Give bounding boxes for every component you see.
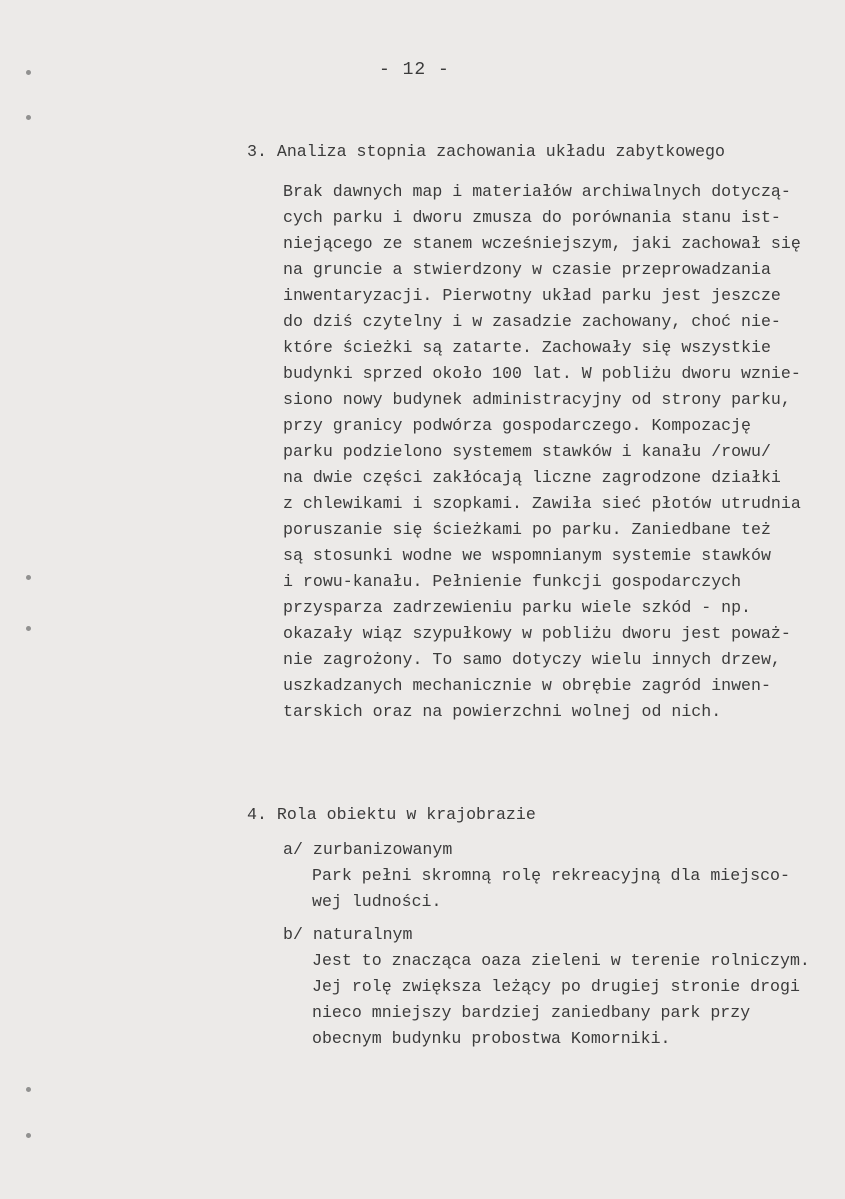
binder-hole-mark bbox=[26, 1133, 31, 1138]
body-line: na gruncie a stwierdzony w czasie przeprowadzania bbox=[283, 260, 771, 279]
subsection-a-label: a/ zurbanizowanym bbox=[283, 840, 453, 859]
body-line: poruszanie się ścieżkami po parku. Zaniedbane też bbox=[283, 520, 771, 539]
body-line: przy granicy podwórza gospodarczego. Kompozację bbox=[283, 416, 752, 435]
subsection-b-label: b/ naturalnym bbox=[283, 925, 413, 944]
body-line: z chlewikami i szopkami. Zawiła sieć płotów utrudnia bbox=[283, 494, 801, 513]
binder-hole-mark bbox=[26, 575, 31, 580]
body-line: okazały wiąz szypułkowy w pobliżu dworu jest poważ- bbox=[283, 624, 791, 643]
body-line: przysparza zadrzewieniu parku wiele szkód - np. bbox=[283, 598, 752, 617]
page-number: - 12 - bbox=[379, 60, 450, 80]
body-line: siono nowy budynek administracyjny od strony parku, bbox=[283, 390, 791, 409]
body-line: Park pełni skromną rolę rekreacyjną dla miejsco- bbox=[312, 866, 790, 885]
body-line: Brak dawnych map i materiałów archiwalnych dotyczą- bbox=[283, 182, 791, 201]
binder-hole-mark bbox=[26, 70, 31, 75]
body-line: Jej rolę zwiększa leżący po drugiej stronie drogi bbox=[312, 977, 800, 996]
body-line: na dwie części zakłócają liczne zagrodzone działki bbox=[283, 468, 781, 487]
section-3-heading: 3. Analiza stopnia zachowania układu zabytkowego bbox=[247, 142, 725, 161]
body-line: obecnym budynku probostwa Komorniki. bbox=[312, 1029, 671, 1048]
body-line: Jest to znacząca oaza zieleni w terenie rolniczym. bbox=[312, 951, 810, 970]
binder-hole-mark bbox=[26, 115, 31, 120]
body-line: inwentaryzacji. Pierwotny układ parku jest jeszcze bbox=[283, 286, 781, 305]
body-line: są stosunki wodne we wspomnianym systemie stawków bbox=[283, 546, 771, 565]
body-line: budynki sprzed około 100 lat. W pobliżu dworu wznie- bbox=[283, 364, 801, 383]
body-line: niejącego ze stanem wcześniejszym, jaki zachował się bbox=[283, 234, 801, 253]
section-4-heading: 4. Rola obiektu w krajobrazie bbox=[247, 805, 536, 824]
body-line: cych parku i dworu zmusza do porównania stanu ist- bbox=[283, 208, 781, 227]
body-line: nieco mniejszy bardziej zaniedbany park przy bbox=[312, 1003, 751, 1022]
body-line: tarskich oraz na powierzchni wolnej od nich. bbox=[283, 702, 722, 721]
body-line: które ścieżki są zatarte. Zachowały się wszystkie bbox=[283, 338, 771, 357]
body-line: parku podzielono systemem stawków i kanału /rowu/ bbox=[283, 442, 771, 461]
body-line: uszkadzanych mechanicznie w obrębie zagród inwen- bbox=[283, 676, 771, 695]
binder-hole-mark bbox=[26, 626, 31, 631]
body-line: i rowu-kanału. Pełnienie funkcji gospodarczych bbox=[283, 572, 742, 591]
body-line: do dziś czytelny i w zasadzie zachowany, choć nie- bbox=[283, 312, 781, 331]
body-line: nie zagrożony. To samo dotyczy wielu innych drzew, bbox=[283, 650, 781, 669]
binder-hole-mark bbox=[26, 1087, 31, 1092]
body-line: wej ludności. bbox=[312, 892, 442, 911]
